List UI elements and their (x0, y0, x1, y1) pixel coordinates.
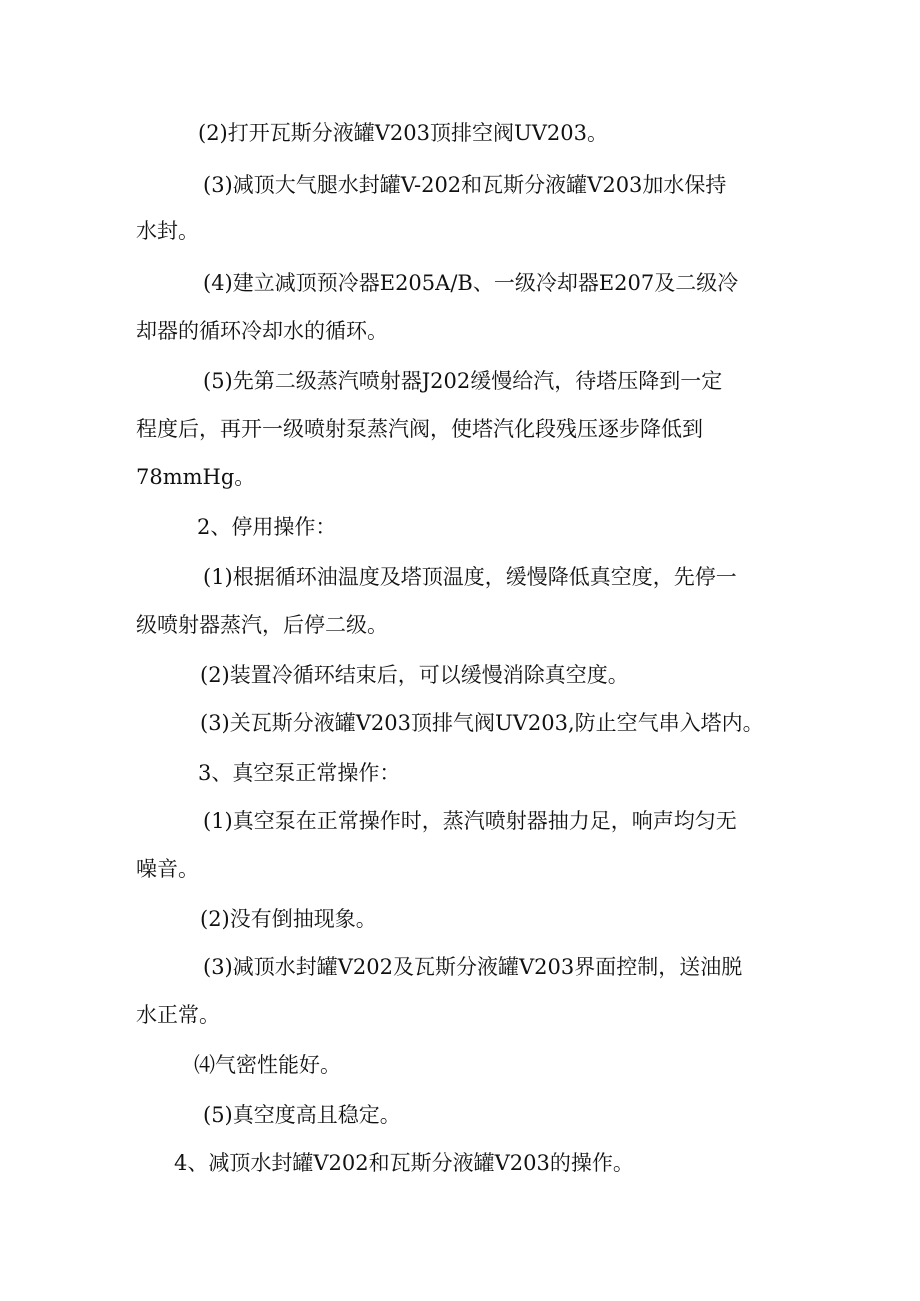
step-5-ejector-line-2: 程度后，再开一级喷射泵蒸汽阀，使塔汽化段残压逐步降低到 (136, 417, 703, 441)
step-3-water-seal-line-1: (3)减顶大气腿水封罐V-202和瓦斯分液罐V203加水保持 (203, 173, 727, 197)
step-4-cooling-water-line-1: (4)建立减顶预冷器E205A/B、一级冷却器E207及二级冷 (203, 271, 739, 295)
normal-step-1-line-1: (1)真空泵在正常操作时，蒸汽喷射器抽力足，响声均匀无 (203, 809, 737, 833)
section-3-heading: 3、真空泵正常操作： (198, 761, 401, 785)
normal-step-2: (2)没有倒抽现象。 (200, 907, 377, 931)
normal-step-5: (5)真空度高且稳定。 (203, 1103, 401, 1127)
step-3-water-seal-line-2: 水封。 (136, 219, 199, 243)
step-4-cooling-water-line-2: 却器的循环冷却水的循环。 (136, 319, 388, 343)
normal-step-3-line-2: 水正常。 (136, 1003, 220, 1027)
step-5-ejector-line-1: (5)先第二级蒸汽喷射器J202缓慢给汽，待塔压降到一定 (203, 369, 723, 393)
normal-step-4: ⑷气密性能好。 (194, 1053, 341, 1077)
section-2-heading: 2、停用操作： (197, 515, 337, 539)
shutdown-step-3: (3)关瓦斯分液罐V203顶排气阀UV203,防止空气串入塔内。 (200, 711, 764, 735)
shutdown-step-1-line-1: (1)根据循环油温度及塔顶温度，缓慢降低真空度，先停一 (203, 565, 737, 589)
section-4-heading: 4、减顶水封罐V202和瓦斯分液罐V203的操作。 (174, 1151, 634, 1175)
step-2-open-vent-valve: (2)打开瓦斯分液罐V203顶排空阀UV203。 (198, 121, 608, 145)
step-5-ejector-line-3: 78mmHg。 (136, 465, 256, 489)
normal-step-1-line-2: 噪音。 (136, 857, 199, 881)
normal-step-3-line-1: (3)减顶水封罐V202及瓦斯分液罐V203界面控制，送油脱 (203, 955, 743, 979)
shutdown-step-2: (2)装置冷循环结束后，可以缓慢消除真空度。 (200, 663, 629, 687)
shutdown-step-1-line-2: 级喷射器蒸汽，后停二级。 (136, 613, 388, 637)
